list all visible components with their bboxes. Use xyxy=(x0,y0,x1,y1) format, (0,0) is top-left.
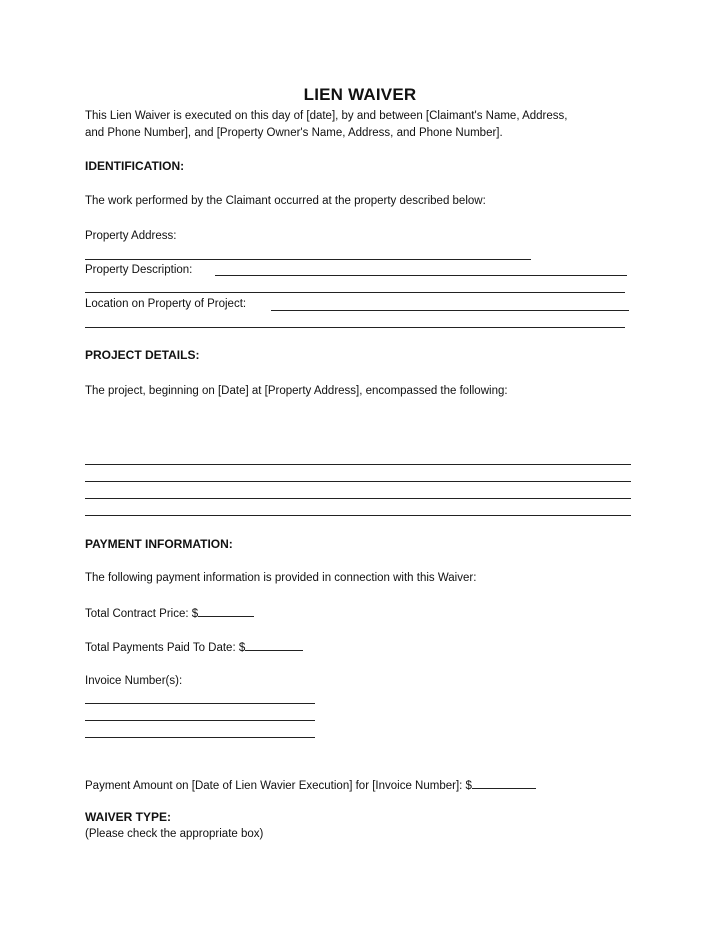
intro-line-1: This Lien Waiver is executed on this day of [date], by and between [Claimant's Name, Address, xyxy=(85,110,568,122)
location-field-line-2[interactable] xyxy=(85,327,625,328)
location-label: Location on Property of Project: xyxy=(85,298,247,310)
total-contract-price-row xyxy=(85,604,254,622)
property-description-field[interactable] xyxy=(215,275,627,276)
project-details-statement: The project, beginning on [Date] at [Property Address], encompassed the following: xyxy=(85,385,508,397)
total-contract-price-label: Total Contract Price: $ xyxy=(85,608,199,620)
invoice-number-field-2[interactable] xyxy=(85,720,315,721)
intro-line-2: and Phone Number], and [Property Owner's Name, Address, and Phone Number]. xyxy=(85,127,503,139)
document-title: LIEN WAIVER xyxy=(303,85,417,104)
invoice-numbers-label: Invoice Number(s): xyxy=(85,675,183,687)
invoice-number-field-3[interactable] xyxy=(85,737,315,738)
total-payments-label: Total Payments Paid To Date: $ xyxy=(85,642,246,654)
payment-amount-label: Payment Amount on [Date of Lien Wavier Execution] for [Invoice Number]: $ xyxy=(85,780,472,792)
waiver-type-heading: WAIVER TYPE: xyxy=(85,810,172,824)
total-payments-row xyxy=(85,638,303,656)
project-details-field-line-1[interactable] xyxy=(85,464,631,465)
invoice-number-field-1[interactable] xyxy=(85,703,315,704)
total-contract-price-field[interactable] xyxy=(198,604,254,617)
project-details-heading: PROJECT DETAILS: xyxy=(85,348,200,362)
project-details-field-line-4[interactable] xyxy=(85,515,631,516)
property-address-label: Property Address: xyxy=(85,230,177,242)
waiver-type-instruction: (Please check the appropriate box) xyxy=(85,828,264,840)
payment-amount-field[interactable] xyxy=(472,776,536,789)
project-details-field-line-2[interactable] xyxy=(85,481,631,482)
identification-heading: IDENTIFICATION: xyxy=(85,159,185,173)
payment-information-heading: PAYMENT INFORMATION: xyxy=(85,537,233,551)
property-address-field[interactable] xyxy=(85,259,531,260)
location-field[interactable] xyxy=(271,310,629,311)
project-details-field-line-3[interactable] xyxy=(85,498,631,499)
identification-statement: The work performed by the Claimant occurred at the property described below: xyxy=(85,195,486,207)
property-description-field-line-2[interactable] xyxy=(85,292,625,293)
payment-information-statement: The following payment information is provided in connection with this Waiver: xyxy=(85,572,477,584)
property-description-label: Property Description: xyxy=(85,264,193,276)
total-payments-field[interactable] xyxy=(245,638,303,651)
payment-amount-row xyxy=(85,776,536,794)
